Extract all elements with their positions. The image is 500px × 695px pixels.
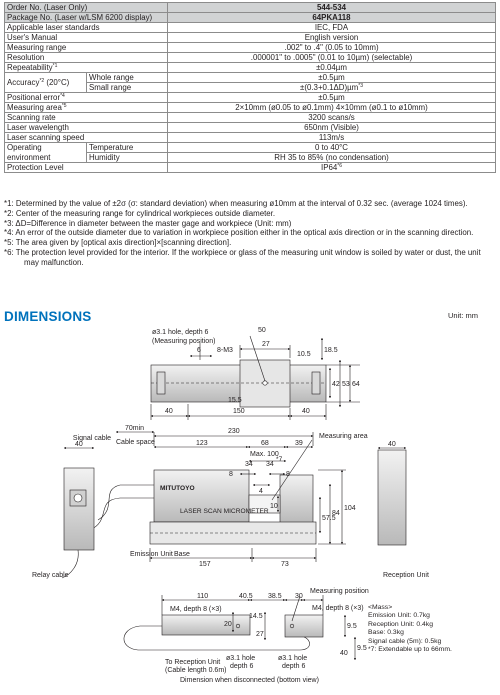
footnote-mark: *4: [4, 228, 14, 238]
dim-label: 9.5 [347, 623, 357, 630]
spec-value: 113m/s [168, 133, 496, 143]
dim-label: 39 [295, 440, 303, 447]
spec-label-text: Measuring area [7, 102, 62, 112]
dim-label: 10 [270, 503, 278, 510]
dim-label: 123 [196, 440, 208, 447]
spec-sublabel: Temperature [87, 143, 168, 153]
dim-label: 73 [281, 561, 289, 568]
dim-label: Reception Unit [383, 572, 429, 579]
spec-value: 3200 scans/s [168, 113, 496, 123]
bottom-labels [165, 588, 369, 684]
dim-label: 50 [258, 327, 266, 334]
footnote-mark: *2: [4, 208, 14, 218]
footnote-ref: *6 [337, 162, 342, 169]
spec-value: 0 to 40°C [168, 143, 496, 153]
footnote-mark: *6: [4, 247, 14, 257]
dim-label: 34 [266, 461, 274, 468]
footnote-mark: *5: [4, 238, 14, 248]
spec-sublabel: Small range [87, 83, 168, 93]
footnote-ref: *2 [39, 77, 45, 84]
dim-label: 104 [344, 505, 356, 512]
spec-row-wavelength [5, 123, 496, 133]
footnote [4, 219, 496, 229]
spec-row-repeatability [5, 63, 496, 73]
spec-label: Scanning rate [5, 113, 168, 123]
mass-cable: Signal cable (5m): 0.5kg [368, 637, 442, 645]
spec-row-temperature [5, 143, 496, 153]
spec-sublabel: Whole range [87, 73, 168, 83]
spec-value-text: ±(0.3+0.1ΔD)µm [300, 82, 359, 92]
footnote-text: The protection level provided for the interior. If the workpiece or glass of the measuring unit window is soiled by water or dust, the unit may malfunction. [15, 247, 481, 267]
dim-label: 38.5 [268, 593, 282, 600]
spec-row-protection [5, 163, 496, 173]
dim-label: 15.5 [228, 397, 242, 404]
spec-label-line1: Operating [7, 143, 42, 152]
dim-label: 40.5 [239, 593, 253, 600]
spec-row-manual [5, 33, 496, 43]
dim-label: ø3.1 hole, depth 6 [152, 329, 209, 336]
dim-label: M4, depth 8 (×3) [312, 605, 364, 612]
footnote-text: Center of the measuring range for cylindrical workpieces outside diameter. [15, 208, 276, 218]
mass-base: Base: 0.3kg [368, 629, 404, 637]
dim-label: Measuring position [310, 588, 369, 595]
dim-label: 40 [340, 650, 348, 657]
spec-label [5, 143, 87, 163]
spec-value: 2×10mm (ø0.05 to ø0.1mm) 4×10mm (ø0.1 to ø10mm) [168, 103, 496, 113]
spec-label: Order No. (Laser Only) [5, 3, 168, 13]
footnote-mark: *3: [4, 218, 14, 228]
dim-label: ø3.1 hole [226, 655, 256, 662]
spec-row-scan-speed [5, 133, 496, 143]
spec-row-positional [5, 93, 496, 103]
footnote-text: Determined by the value of ±2σ (σ: standard deviation) when measuring ø10mm at the interval of 0.32 sec. (average 1024 times). [15, 199, 468, 208]
unit-label-text: LASER SCAN MICROMETER [180, 508, 269, 515]
spec-value: .002" to .4" (0.05 to 10mm) [168, 43, 496, 53]
dim-label: Emission Unit [130, 551, 173, 558]
dim-label: 9.5 [357, 645, 367, 652]
specifications-table [4, 2, 496, 173]
dim-label: 230 [228, 428, 240, 435]
right-side-view [378, 450, 406, 545]
spec-label-text: Accuracy [7, 77, 40, 87]
dim-label: 6 [197, 347, 201, 354]
spec-label: Resolution [5, 53, 168, 63]
spec-label-line2: environment [7, 152, 51, 162]
footnote [4, 209, 496, 219]
top-view-end-left [157, 372, 165, 394]
spec-label [5, 63, 168, 73]
dim-label: Max. 100 [250, 451, 279, 458]
spec-label: Laser scanning speed [5, 133, 168, 143]
spec-value: 64PKA118 [168, 13, 496, 23]
dim-label: Measuring area [319, 433, 368, 440]
spec-row-standards [5, 23, 496, 33]
footnotes [4, 199, 496, 268]
dim-label: 27 [256, 631, 264, 638]
reception-unit-body [280, 475, 313, 523]
spec-row-order-no [5, 3, 496, 13]
connector-port [74, 494, 82, 502]
spec-value [168, 163, 496, 173]
spec-value: .000001" to .0005" (0.01 to 10µm) (selectable) [168, 53, 496, 63]
dim-label: 110 [197, 593, 209, 600]
cable-curve [98, 485, 120, 520]
dim-label: 8-M3 [217, 347, 233, 354]
dim-label: 34 [245, 461, 253, 468]
dim-label: 64 [352, 381, 360, 388]
spec-row-scan-rate [5, 113, 496, 123]
dim-label: ø3.1 hole [278, 655, 308, 662]
mass-reception: Reception Unit: 0.4kg [368, 620, 433, 628]
bottom-reception-unit [285, 615, 323, 637]
spec-value: ±0.5µm [168, 93, 496, 103]
dim-label: 18.5 [324, 347, 338, 354]
dim-label: 157 [199, 561, 211, 568]
footnote-text: An error of the outside diameter due to variation in workpiece position either in the optical axis direction or in the scanning direction. [15, 228, 474, 238]
spec-value [168, 83, 496, 93]
spec-label: Measuring range [5, 43, 168, 53]
dim-label: depth 6 [230, 663, 254, 670]
dim-label: 40 [165, 408, 173, 415]
dim-label: 68 [261, 440, 269, 447]
spec-value: IEC, FDA [168, 23, 496, 33]
spec-label: Laser wavelength [5, 123, 168, 133]
footnote-text: ΔD=Difference in diameter between the master gage and workpiece (Unit: mm) [15, 218, 292, 228]
footnote-ref: *5 [61, 102, 67, 109]
spec-label-suffix: (20°C) [44, 77, 70, 87]
dim-label: (Cable length 0.6m) [165, 667, 227, 674]
spec-label-text: Positional error [7, 92, 61, 102]
dim-label: 150 [233, 408, 245, 415]
spec-row-accuracy-whole [5, 73, 496, 83]
dim-caption: Dimension when disconnected (bottom view) [180, 677, 319, 684]
dim-label: 70min [125, 425, 145, 432]
spec-row-range [5, 43, 496, 53]
spec-row-package-no [5, 13, 496, 23]
dim-label: 27 [262, 341, 270, 348]
spec-label [5, 73, 87, 93]
spec-label-text: Repeatability [7, 62, 53, 72]
spec-row-resolution [5, 53, 496, 63]
dim-label: Signal cable [72, 435, 112, 442]
dim-label: 53 [342, 381, 350, 388]
spec-label: User's Manual [5, 33, 168, 43]
dim-label: 40 [388, 441, 396, 448]
spec-label: Applicable laser standards [5, 23, 168, 33]
dim-label: 10.5 [297, 351, 311, 358]
spec-value: RH 35 to 85% (no condensation) [168, 153, 496, 163]
dim-label: 14.5 [249, 613, 263, 620]
spec-value: 650nm (Visible) [168, 123, 496, 133]
footnote-ref: *3 [358, 82, 363, 89]
footnote-mark: *1: [4, 199, 14, 208]
dim-label: 57.5 [322, 515, 336, 522]
footnote [4, 199, 496, 209]
dim-label: To Reception Unit [165, 659, 221, 666]
left-side-view [64, 468, 94, 550]
spec-value-text: IP64 [321, 162, 338, 172]
dim-label: depth 6 [282, 663, 306, 670]
footnote [4, 248, 496, 268]
spec-value: English version [168, 33, 496, 43]
spec-sublabel: Humidity [87, 153, 168, 163]
footnote-ref: *1 [52, 62, 58, 69]
mass-extension-note: *7: Extendable up to 66mm. [368, 646, 452, 654]
dim-label: 42 [332, 381, 340, 388]
spec-label: Package No. (Laser w/LSM 6200 display) [5, 13, 168, 23]
measuring-hole [263, 381, 267, 385]
spec-value: ±0.5µm [168, 73, 496, 83]
spec-label [5, 103, 168, 113]
dim-label: Base [174, 551, 190, 558]
dim-label: 8 [229, 471, 233, 478]
top-view-end-right [312, 372, 320, 394]
dim-label: Cable space [116, 439, 155, 446]
spec-value: 544-534 [168, 3, 496, 13]
dim-label: 8 [286, 471, 290, 478]
mass-title: <Mass> [368, 604, 393, 611]
brand-logo: MITUTOYO [160, 485, 195, 492]
footnote [4, 228, 496, 238]
spec-row-area [5, 103, 496, 113]
unit-label: Unit: mm [448, 311, 478, 320]
footnote-text: The area given by [optical axis direction]×[scanning direction]. [15, 238, 232, 248]
dim-label: 84 [332, 510, 340, 517]
footnote [4, 238, 496, 248]
dimensions-heading: DIMENSIONS [4, 309, 92, 324]
spec-label: Protection Level [5, 163, 168, 173]
footnote-ref: *4 [60, 92, 65, 99]
dim-label: 4 [259, 488, 263, 495]
dim-label: 40 [302, 408, 310, 415]
dim-label: Relay cable [32, 572, 69, 579]
spec-label [5, 93, 168, 103]
mass-emission: Emission Unit: 0.7kg [368, 612, 430, 620]
dim-label: 30 [295, 593, 303, 600]
dim-label: 20 [224, 621, 232, 628]
spec-value: ±0.04µm [168, 63, 496, 73]
footnote-ref: *7 [276, 456, 283, 463]
dim-label: 40 [75, 441, 83, 448]
mass-notes [368, 604, 452, 654]
dim-label: M4, depth 8 (×3) [170, 606, 222, 613]
dim-label: (Measuring position) [152, 338, 216, 345]
